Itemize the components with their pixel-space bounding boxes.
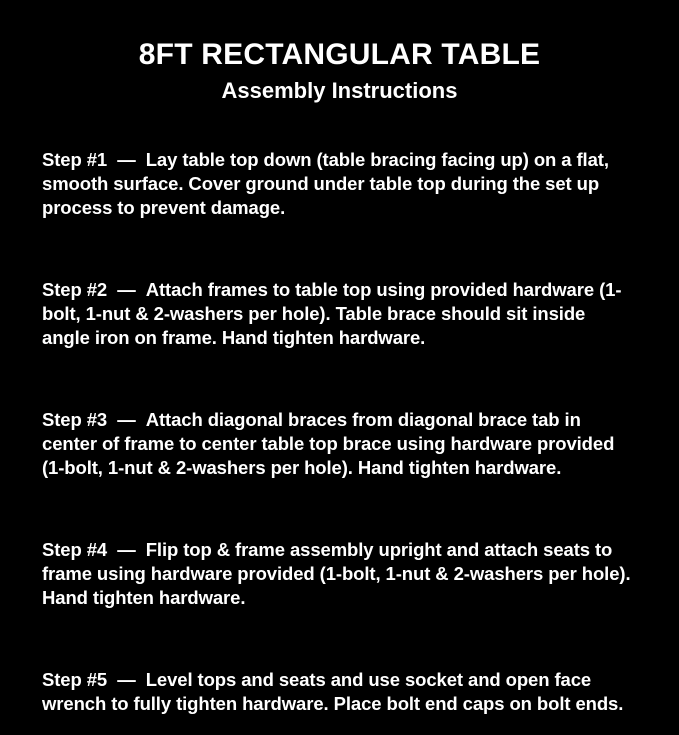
step-gap (136, 149, 146, 170)
step-dash-glyph: — (117, 669, 136, 691)
step-text: Flip top & frame assembly upright and attach seats to frame using hardware provided (1-bolt, 1-nut & 2-washers per hole). Hand tighten hardware. (42, 539, 631, 609)
step-text: Attach frames to table top using provided hardware (1-bolt, 1-nut & 2-washers per hole). Table brace should sit inside angle iron on frame. Hand tighten hardware. (42, 278, 622, 348)
step-label: Step #3 (42, 408, 108, 430)
page-subtitle: Assembly Instructions (221, 78, 458, 103)
step-item (42, 278, 637, 350)
steps-list (42, 129, 637, 735)
page-title: 8FT RECTANGULAR TABLE (138, 38, 541, 71)
step-text: Level tops and seats and use socket and open face wrench to fully tighten hardware. Place bolt end caps on bolt ends. (42, 669, 624, 715)
step-dash (107, 539, 117, 560)
step-dash-glyph: — (117, 408, 136, 430)
step-gap (136, 409, 146, 430)
step-text: Attach diagonal braces from diagonal brace tab in center of frame to center table top brace using hardware provided (1-bolt, 1-nut & 2-washers per hole). Hand tighten hardware. (42, 408, 615, 479)
step-dash (107, 669, 117, 690)
step-gap (136, 669, 146, 690)
step-item (42, 148, 637, 220)
step-gap (136, 279, 146, 300)
step-item (42, 538, 637, 610)
step-label: Step #4 (42, 539, 108, 561)
step-label: Step #5 (42, 669, 108, 691)
step-item (42, 668, 637, 716)
step-dash (107, 409, 117, 430)
step-label: Step #1 (42, 148, 108, 170)
step-dash (107, 279, 117, 300)
step-dash-glyph: — (117, 278, 136, 300)
step-dash (107, 149, 117, 170)
step-text: Lay table top down (table bracing facing up) on a flat, smooth surface. Cover ground under table top during the set up process to prevent damage. (42, 148, 609, 218)
step-gap (136, 539, 146, 560)
step-dash-glyph: — (117, 539, 136, 561)
step-label: Step #2 (42, 278, 108, 300)
step-item (42, 408, 637, 480)
step-dash-glyph: — (117, 148, 136, 170)
